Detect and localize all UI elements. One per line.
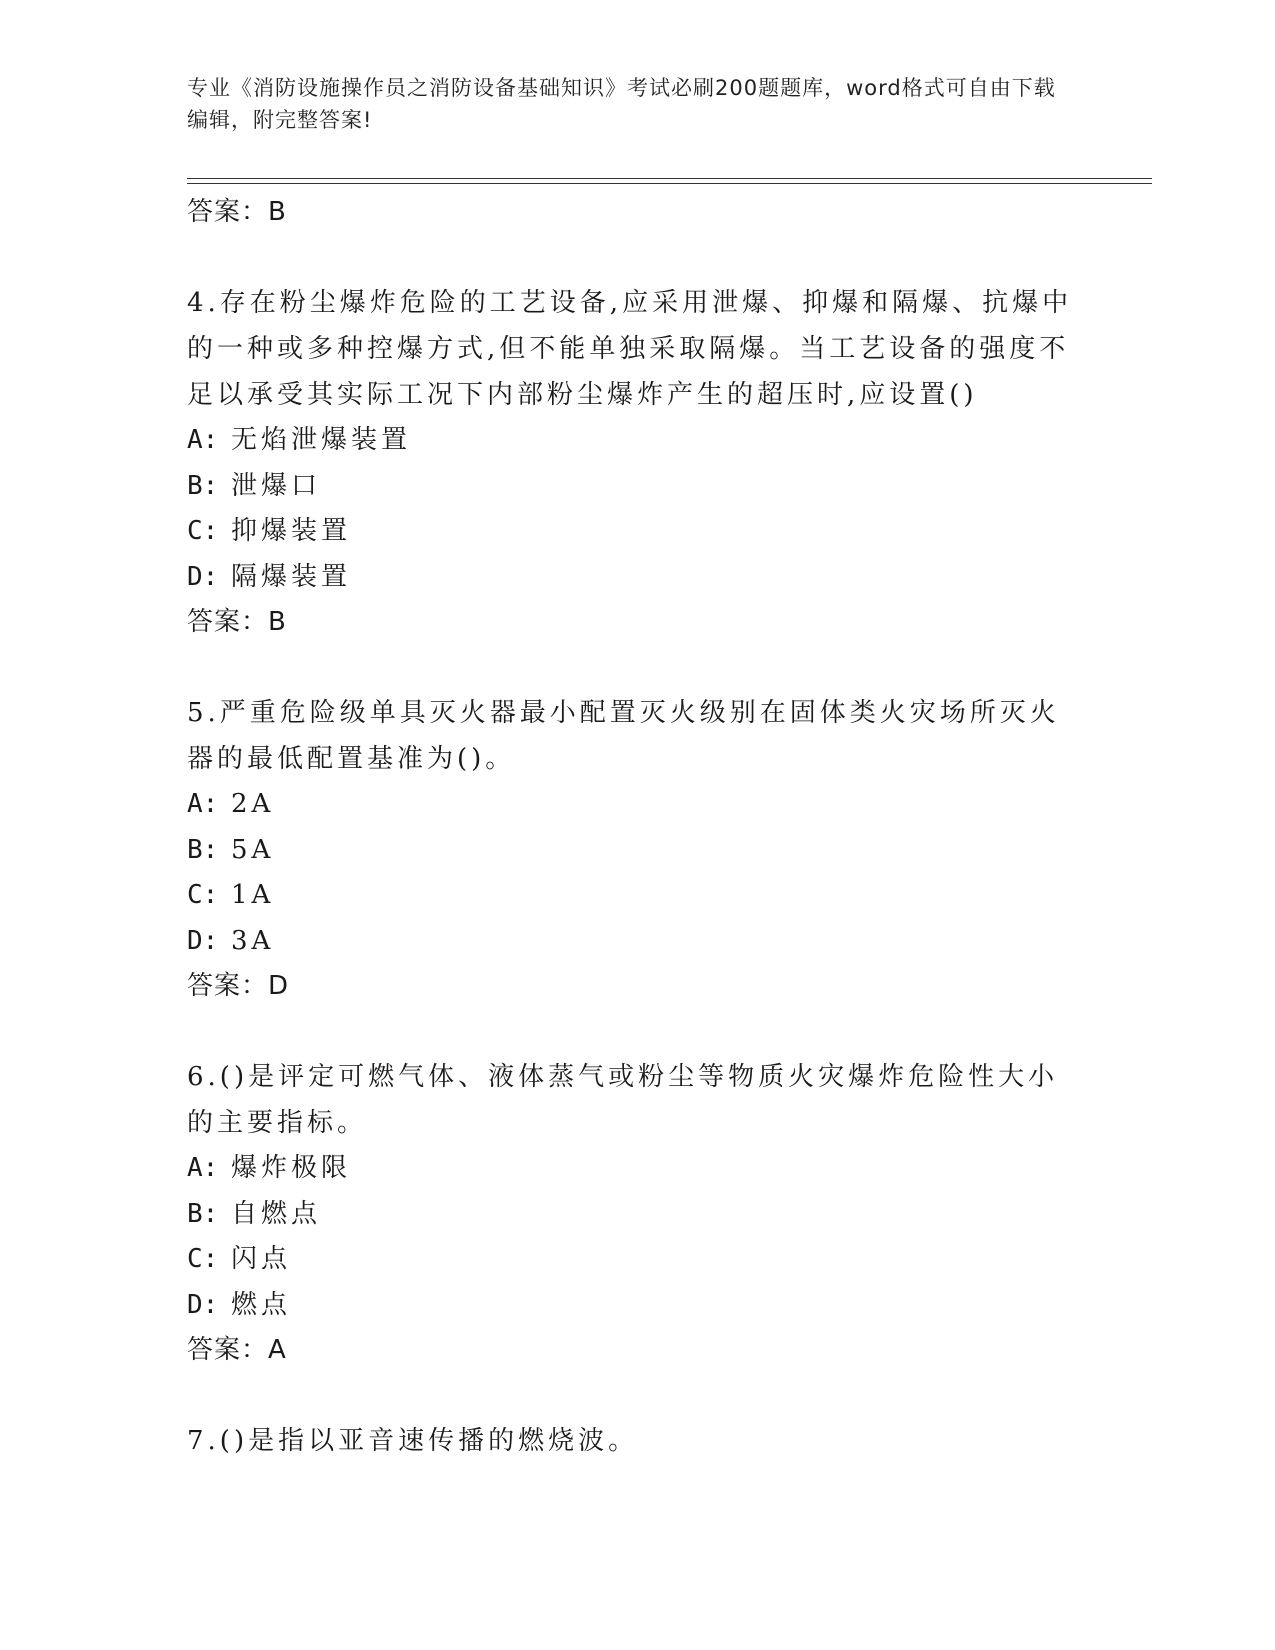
- option-text: 3A: [231, 925, 275, 956]
- option-key: A:: [187, 789, 219, 819]
- option-key: C:: [187, 1244, 219, 1274]
- option-key: C:: [187, 516, 219, 546]
- option-key: B:: [187, 834, 219, 865]
- option-text: 燃点: [231, 1289, 292, 1320]
- option-text: 隔爆装置: [231, 561, 352, 592]
- option-key: D:: [187, 561, 219, 592]
- option-text: 泄爆口: [231, 470, 322, 501]
- option-b: [187, 464, 1087, 510]
- option-text: 自燃点: [231, 1198, 322, 1229]
- header-divider-top: [187, 178, 1152, 179]
- option-b: [187, 828, 1087, 874]
- question-stem: 5.严重危险级单具灭火器最小配置灭火级别在固体类火灾场所灭火器的最低配置基准为()。: [187, 698, 1060, 774]
- option-a: [187, 782, 1087, 828]
- option-c: [187, 873, 1087, 919]
- option-b: [187, 1192, 1087, 1238]
- option-c: [187, 1237, 1087, 1283]
- answer-line: 答案：D: [187, 971, 290, 1001]
- option-key: B:: [187, 470, 219, 501]
- question-6: [187, 1054, 1087, 1372]
- option-a: [187, 1146, 1087, 1192]
- option-d: [187, 919, 1087, 965]
- question-5: [187, 690, 1087, 1008]
- question-4: [187, 280, 1087, 644]
- question-stem: 6.()是评定可燃气体、液体蒸气或粉尘等物质火灾爆炸危险性大小的主要指标。: [187, 1062, 1059, 1138]
- question-stem: 4.存在粉尘爆炸危险的工艺设备,应采用泄爆、抑爆和隔爆、抗爆中的一种或多种控爆方式,但不能单独采取隔爆。当工艺设备的强度不足以承受其实际工况下内部粉尘爆炸产生的超压时,应设置(): [187, 288, 1073, 410]
- option-key: D:: [187, 925, 219, 956]
- question-stem: 7.()是指以亚音速传播的燃烧波。: [187, 1426, 639, 1456]
- option-key: C:: [187, 880, 219, 910]
- option-text: 闪点: [231, 1244, 292, 1274]
- option-text: 无焰泄爆装置: [231, 425, 412, 455]
- option-c: [187, 509, 1087, 555]
- option-text: 5A: [231, 834, 275, 865]
- option-text: 1A: [231, 880, 275, 910]
- page-header: 专业《消防设施操作员之消防设备基础知识》考试必刷200题题库，word格式可自由下载编辑，附完整答案!: [187, 76, 1056, 132]
- header-divider-bottom: [187, 183, 1152, 184]
- option-a: [187, 418, 1087, 464]
- option-key: D:: [187, 1289, 219, 1320]
- question-7: [187, 1418, 1087, 1464]
- option-key: B:: [187, 1198, 219, 1229]
- answer-line: 答案：A: [187, 1335, 287, 1365]
- option-text: 抑爆装置: [231, 516, 352, 546]
- option-key: A:: [187, 1153, 219, 1183]
- option-text: 2A: [231, 789, 275, 819]
- option-d: [187, 1283, 1087, 1329]
- option-text: 爆炸极限: [231, 1153, 352, 1183]
- question-list: [187, 190, 1087, 1464]
- option-d: [187, 555, 1087, 601]
- answer-line: 答案：B: [187, 607, 287, 637]
- option-key: A:: [187, 425, 219, 455]
- answer-line: 答案：B: [187, 197, 287, 227]
